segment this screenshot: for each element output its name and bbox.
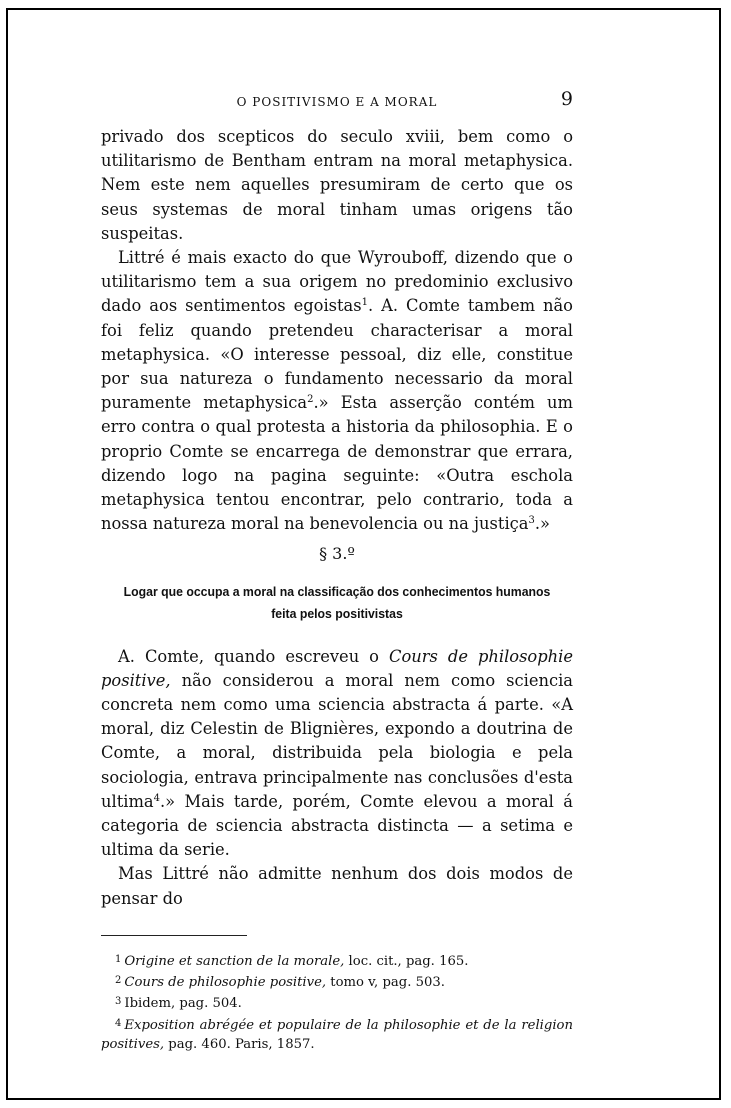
- paragraph-2-text-d: .»: [534, 514, 550, 534]
- footnote-1: [101, 950, 573, 971]
- paragraph-3-text-c: .» Mais tarde, porém, Comte elevou a moral á categoria de sciencia abstracta distincta — a setima e ultima da serie.: [101, 791, 573, 860]
- paragraph-3: [101, 645, 573, 863]
- section-title: [118, 581, 557, 625]
- footnote-3: [101, 992, 573, 1013]
- paragraph-2-text-b: . A. Comte tambem não foi feliz quando pretendeu characterisar a moral metaphysica. «O interesse pessoal, diz elle, constitue por sua natureza o fundamento necessario da moral puramente metaphysica: [101, 296, 573, 413]
- section-title-line-1: Logar que occupa a moral na classificação dos conhecimentos humanos: [123, 583, 551, 599]
- footnote-ref-3: 3: [528, 515, 535, 527]
- footnote-text: loc. cit., pag. 165.: [344, 953, 469, 969]
- footnote-title: Exposition abrégée et populaire de la philosophie et de la religion positives,: [101, 1017, 573, 1053]
- footnote-number: 3: [115, 996, 122, 1008]
- footnote-text: pag. 460. Paris, 1857.: [164, 1037, 315, 1053]
- page-body: [101, 125, 573, 1054]
- footnote-text: tomo v, pag. 503.: [326, 975, 445, 991]
- footnote-number: 4: [115, 1017, 122, 1029]
- footnote-divider: [101, 935, 247, 936]
- paragraph-2-text-a: Littré é mais exacto do que Wyrouboff, dizendo que o utilitarismo tem a sua origem no predominio exclusivo dado aos sentimentos egoistas: [101, 248, 573, 316]
- running-header: [101, 88, 573, 110]
- paragraph-3-text-b: não considerou a moral nem como sciencia concreta nem como uma sciencia abstracta á parte. «A moral, diz Celestin de Blignières, expondo a doutrina de Comte, a moral, distribuida pela biologia e pela sociologia, entrava principalmente nas conclusões d'esta ultima: [101, 670, 573, 811]
- footnote-ref-4: 4: [153, 792, 160, 804]
- footnote-title: Cours de philosophie positive,: [124, 975, 327, 991]
- section-number: § 3.º: [319, 544, 355, 564]
- footnote-ref-2: 2: [307, 394, 314, 406]
- footnote-number: 2: [115, 975, 122, 987]
- footnote-number: 1: [115, 953, 122, 965]
- footnote-4: [101, 1014, 573, 1055]
- paragraph-4: Mas Littré não admitte nenhum dos dois modos de pensar do: [101, 864, 573, 908]
- book-page: [101, 88, 573, 1053]
- page-number: 9: [560, 88, 573, 110]
- footnote-2: [101, 971, 573, 992]
- work-title: Cours de philosophie positive,: [101, 646, 573, 690]
- section-title-line-2: feita pelos positivistas: [271, 605, 403, 621]
- paragraph-1: privado dos scepticos do seculo xviii, bem como o utilitarismo de Bentham entram na moral metaphysica. Nem este nem aquelles presumiram de certo que os seus systemas de moral tinham umas origens tão suspeitas.: [101, 127, 573, 243]
- footnote-text: Ibidem, pag. 504.: [124, 996, 242, 1012]
- footnote-title: Origine et sanction de la morale,: [124, 953, 345, 969]
- footnote-ref-1: 1: [361, 297, 368, 309]
- footnotes: [101, 950, 573, 1054]
- running-title: O POSITIVISMO E A MORAL: [236, 95, 438, 109]
- paragraph-2: [101, 246, 573, 536]
- paragraph-3-text-a: A. Comte, quando escreveu o: [118, 646, 389, 666]
- paragraph-2-text-c: .» Esta asserção contém um erro contra o qual protesta a historia da philosophia. E o proprio Comte se encarrega de demonstrar que errara, dizendo logo na pagina seguinte: «Outra eschola metaphysica tentou encontrar, pelo contrario, toda a nossa natureza moral na benevolencia ou na justiça: [101, 393, 573, 534]
